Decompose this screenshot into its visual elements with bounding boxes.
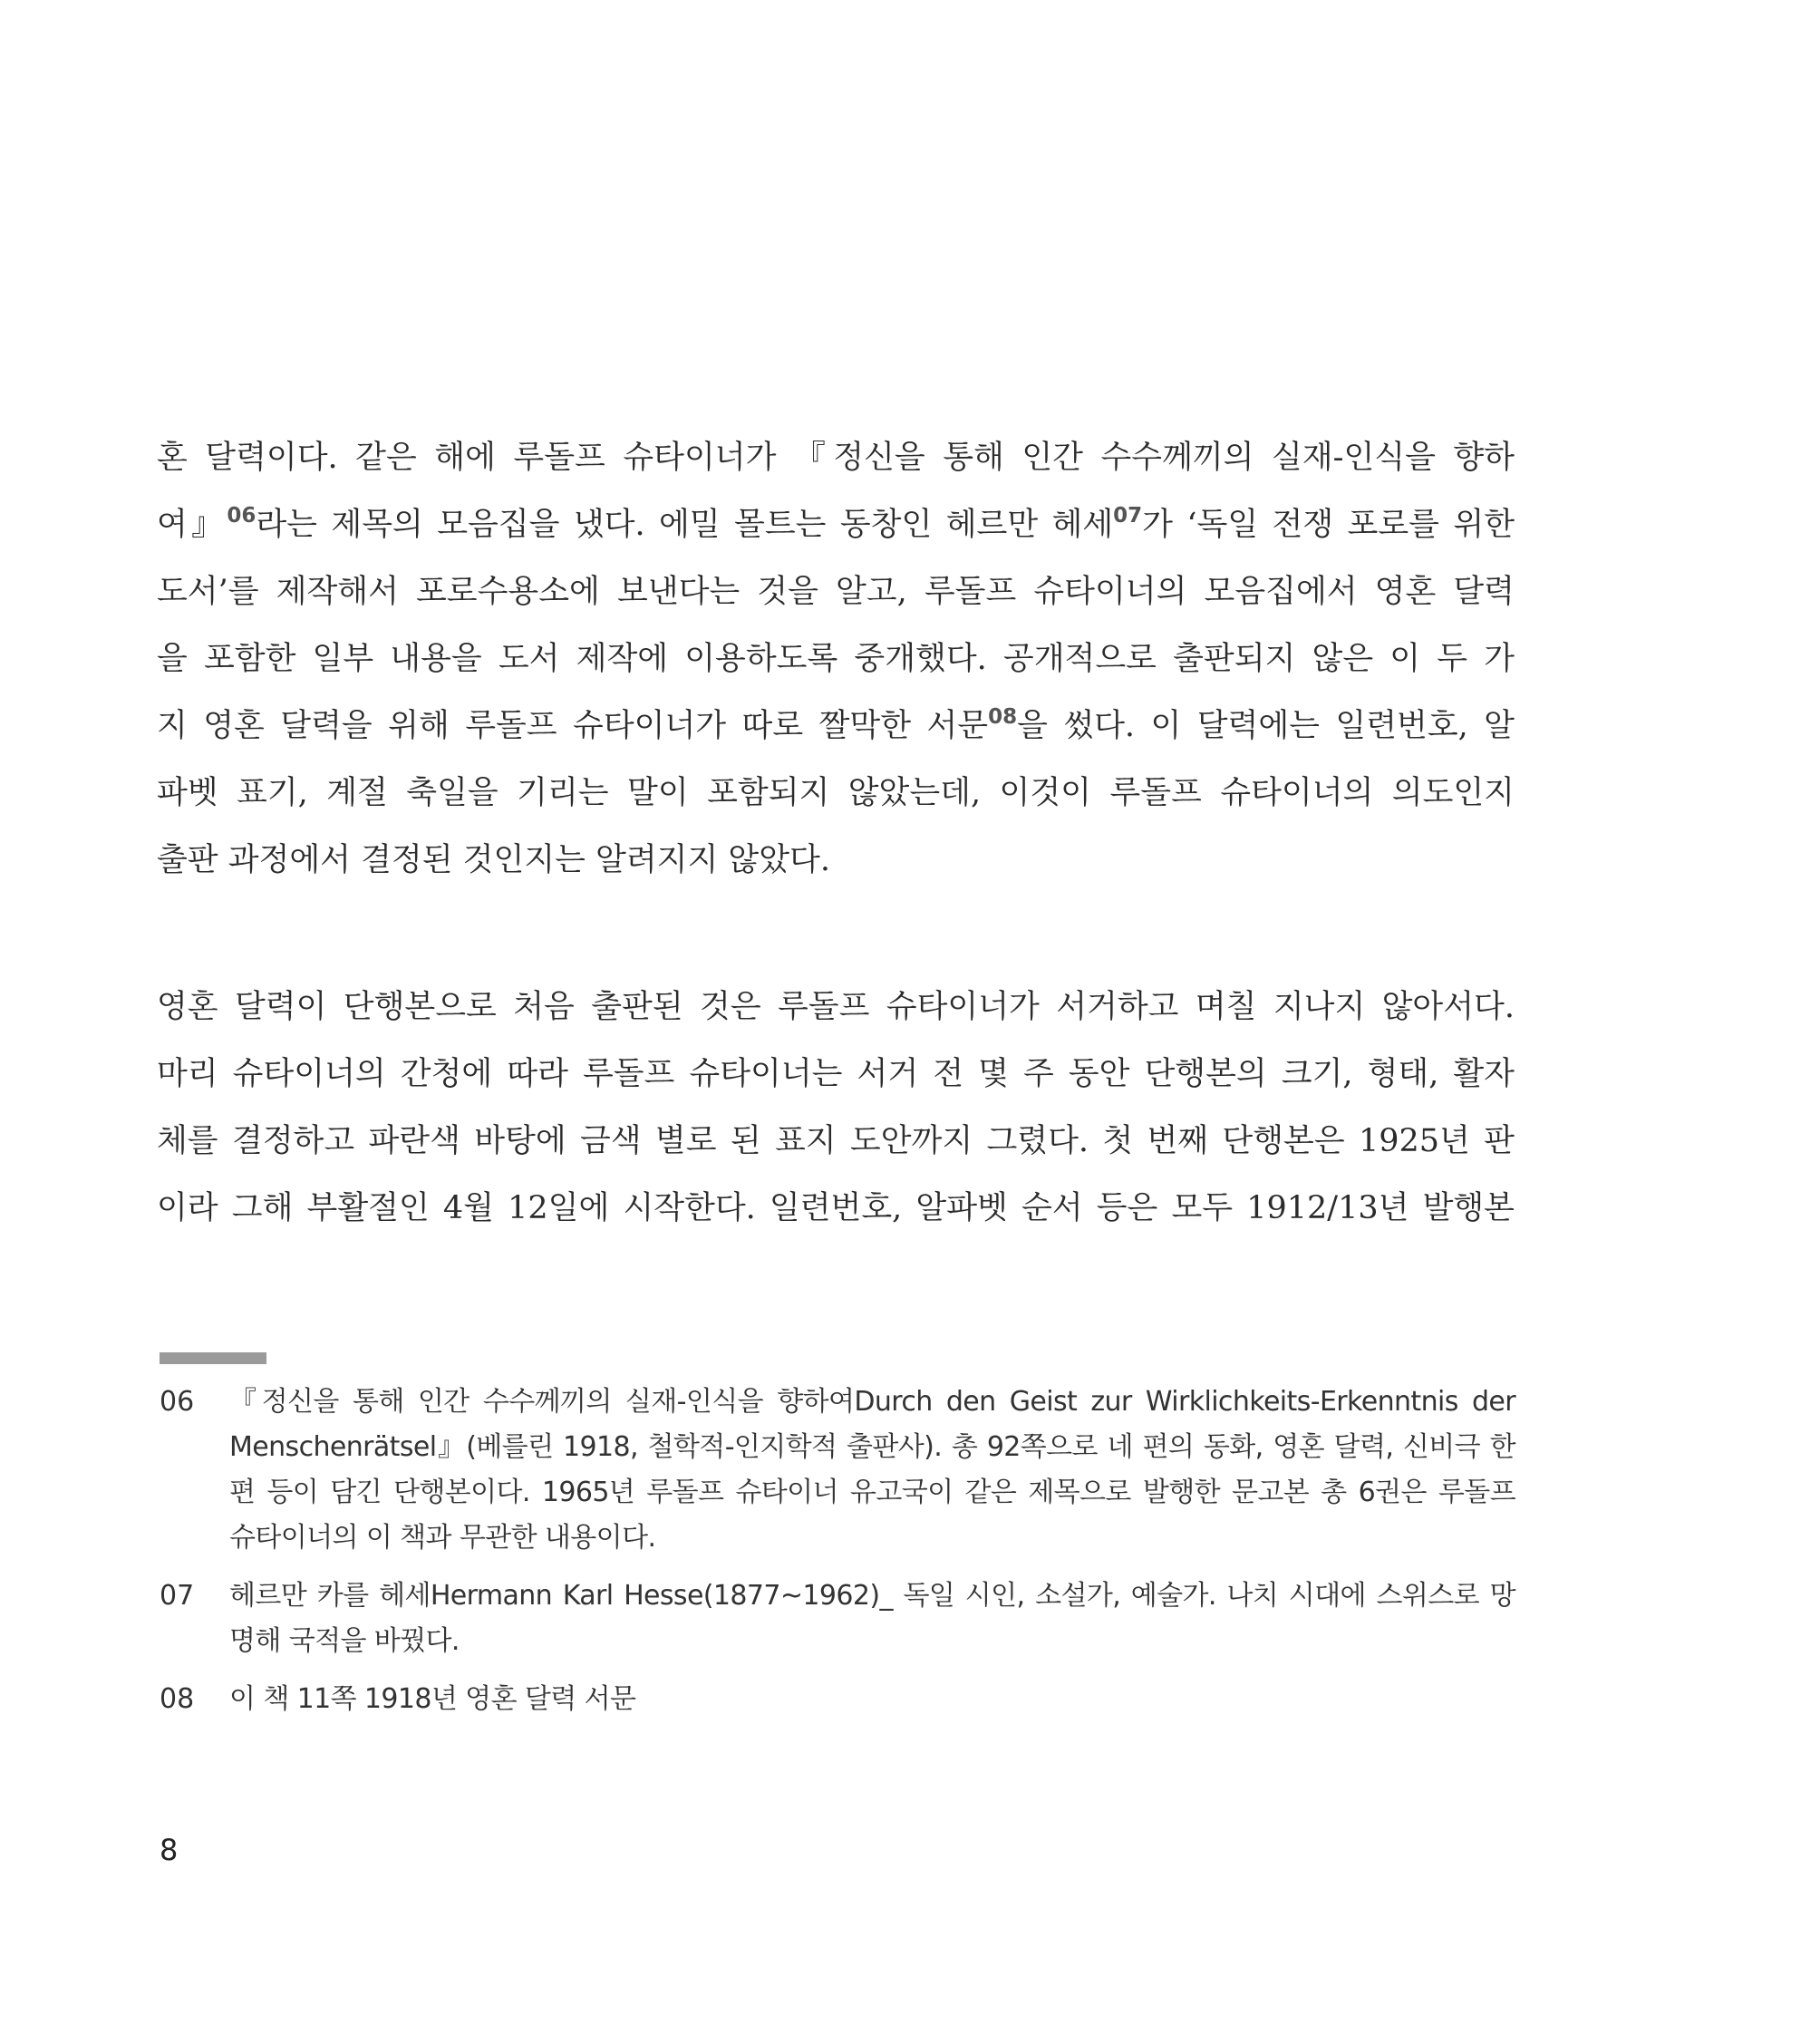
text-line: 출판 과정에서 결정된 것인지는 알려지지 않았다. — [157, 842, 830, 878]
footnote-line: 『정신을 통해 인간 수수께끼의 실재-인식을 향하여Durch den Geist zur Wirklichkeits-Erkenntnis der — [229, 1386, 1515, 1418]
footnote-08 — [160, 1677, 1515, 1722]
footnotes-section — [160, 1380, 1515, 1735]
footnote-ref-06[interactable]: 06 — [227, 504, 257, 528]
footnote-number: 08 — [160, 1683, 195, 1715]
footnote-line: 슈타이너의 이 책과 무관한 내용이다. — [229, 1522, 656, 1554]
text-line: 지 영혼 달력을 위해 루돌프 슈타이너가 따로 짤막한 서문$^{08}$을 썼다. 이 달력에는 일련번호, 알 — [157, 705, 1515, 744]
text-line: 파벳 표기, 계절 축일을 기리는 말이 포함되지 않았는데, 이것이 루돌프 슈타이너의 의도인지 — [157, 775, 1515, 811]
footnote-line: 명해 국적을 바꿨다. — [229, 1625, 460, 1657]
body-paragraph-1 — [157, 424, 1515, 894]
text-line: 마리 슈타이너의 간청에 따라 루돌프 슈타이너는 서거 전 몇 주 동안 단행본의 크기, 형태, 활자 — [157, 1056, 1515, 1092]
footnote-line: 헤르만 카를 헤세Hermann Karl Hesse(1877~1962)_ 독일 시인, 소설가, 예술가. 나치 시대에 스위스로 망 — [229, 1580, 1515, 1612]
footnote-number: 07 — [160, 1580, 195, 1612]
page-number: 8 — [160, 1833, 179, 1867]
footnote-07 — [160, 1574, 1515, 1664]
footnote-ref-07[interactable]: 07 — [1113, 504, 1143, 528]
footnote-line: 이 책 11쪽 1918년 영혼 달력 서문 — [229, 1683, 636, 1715]
text-line: 도서’를 제작해서 포로수용소에 보낸다는 것을 알고, 루돌프 슈타이너의 모음집에서 영혼 달력 — [157, 574, 1515, 610]
footnote-line: 편 등이 담긴 단행본이다. 1965년 루돌프 슈타이너 유고국이 같은 제목으로 발행한 문고본 총 6권은 루돌프 — [229, 1477, 1515, 1508]
text-line: 여』$^{06}$라는 제목의 모음집을 냈다. 에밀 몰트는 동창인 헤르만 헤세$^{07}$가 ‘독일 전쟁 포로를 위한 — [157, 504, 1515, 543]
text-line: 혼 달력이다. 같은 해에 루돌프 슈타이너가 『정신을 통해 인간 수수께끼의 실재-인식을 향하 — [157, 440, 1515, 476]
footnote-line: Menschenrätsel』(베를린 1918, 철학적-인지학적 출판사). 총 92쪽으로 네 편의 동화, 영혼 달력, 신비극 한 — [229, 1431, 1515, 1463]
text-line: 영혼 달력이 단행본으로 처음 출판된 것은 루돌프 슈타이너가 서거하고 며칠 지나지 않아서다. — [157, 989, 1515, 1025]
footnote-divider — [160, 1352, 266, 1364]
footnote-number: 06 — [160, 1386, 195, 1418]
text-line: 이라 그해 부활절인 4월 12일에 시작한다. 일련번호, 알파벳 순서 등은 모두 1912/13년 발행본 — [157, 1190, 1515, 1226]
text-line: 을 포함한 일부 내용을 도서 제작에 이용하도록 중개했다. 공개적으로 출판되지 않은 이 두 가 — [157, 641, 1515, 677]
footnote-ref-08[interactable]: 08 — [988, 705, 1018, 729]
body-paragraph-2 — [157, 973, 1515, 1242]
text-line: 체를 결정하고 파란색 바탕에 금색 별로 된 표지 도안까지 그렸다. 첫 번째 단행본은 1925년 판 — [157, 1123, 1515, 1159]
footnote-06 — [160, 1380, 1515, 1561]
